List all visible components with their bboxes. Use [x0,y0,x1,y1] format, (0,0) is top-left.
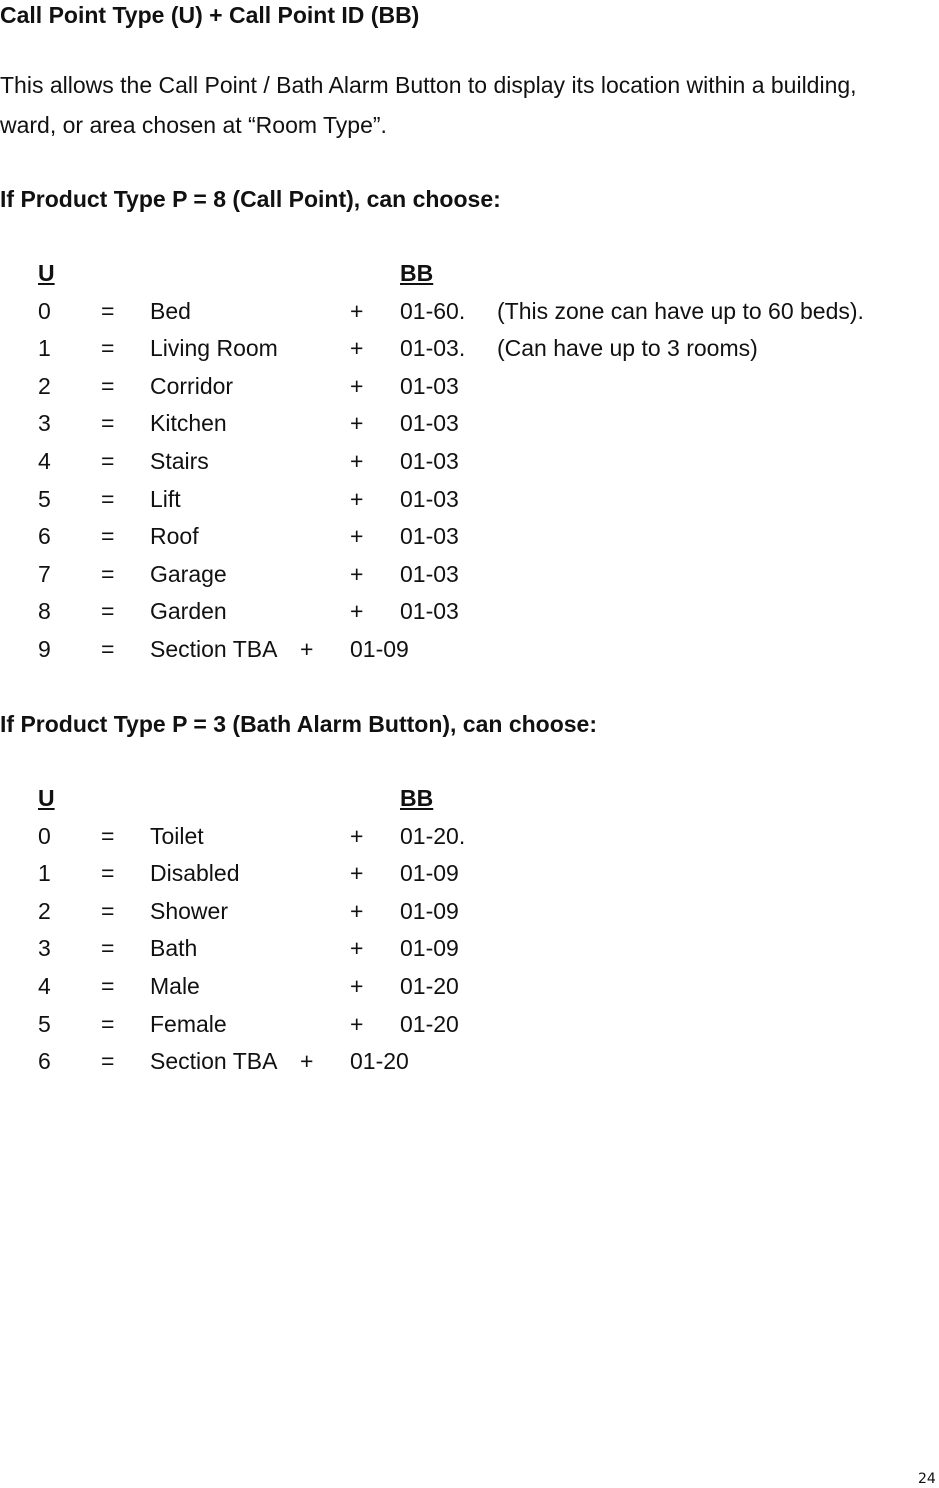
room-type-name: Garden [150,598,227,625]
page-number: 24 [918,1471,936,1487]
room-type-name: Bath [150,935,198,962]
table-row [0,561,939,599]
row-note: (This zone can have up to 60 beds). [497,297,864,324]
table-row [0,860,939,898]
plus-sign: + [300,636,314,662]
u-value: 6 [38,523,51,550]
plus-sign: + [350,297,364,324]
bb-range: 01-03. [400,335,466,362]
table-row [0,898,939,936]
room-type-name: Section TBA [150,1048,278,1075]
equals-sign: = [101,485,115,512]
room-type-name: Female [150,1010,227,1037]
bb-range: 01-03 [400,448,459,474]
room-type-name: Living Room [150,335,278,362]
plus-sign: + [350,372,364,399]
bb-range: 01-09 [400,897,459,924]
bb-range: 01-20 [350,1048,409,1075]
u-value: 4 [38,973,51,999]
column-u-header: U [38,785,55,811]
u-value: 3 [38,935,51,962]
bb-range: 01-03 [400,560,459,587]
plus-sign: + [350,860,364,887]
intro-line-2: ward, or area chosen at “Room Type”. [0,112,387,138]
u-value: 3 [38,410,51,437]
room-type-name: Disabled [150,860,240,887]
plus-sign: + [350,598,364,625]
table-row [0,935,939,973]
table-row [0,598,939,636]
table-row [0,823,939,861]
bb-range: 01-03 [400,523,459,550]
u-value: 1 [38,335,51,362]
equals-sign: = [101,598,115,625]
column-bb-header: BB [400,785,434,811]
table-row [0,486,939,524]
plus-sign: + [300,1048,314,1075]
section1-heading: If Product Type P = 8 (Call Point), can choose: [0,186,501,212]
equals-sign: = [101,523,115,550]
table-row [0,973,939,1011]
u-value: 9 [38,636,51,662]
u-value: 1 [38,860,51,887]
plus-sign: + [350,560,364,587]
room-type-name: Kitchen [150,410,227,437]
equals-sign: = [101,335,115,362]
table-row [0,636,939,674]
bb-range: 01-03 [400,372,459,399]
column-bb-header: BB [400,260,434,286]
plus-sign: + [350,822,364,849]
u-value: 2 [38,372,51,399]
section2-heading: If Product Type P = 3 (Bath Alarm Button), can choose: [0,711,598,737]
plus-sign: + [350,973,364,999]
table-row [0,298,939,336]
bb-range: 01-09 [400,860,459,887]
room-type-name: Lift [150,485,181,512]
u-value: 6 [38,1048,51,1075]
equals-sign: = [101,973,115,999]
table-row [0,1048,939,1086]
room-type-name: Male [150,973,200,999]
table-row [0,335,939,373]
column-u-header: U [38,260,55,286]
table-row [0,1011,939,1049]
bb-range: 01-03 [400,485,459,512]
equals-sign: = [101,935,115,962]
table-header [0,260,939,298]
room-type-name: Section TBA [150,636,278,662]
table-row [0,373,939,411]
equals-sign: = [101,372,115,399]
room-type-name: Toilet [150,822,204,849]
bb-range: 01-20 [400,973,459,999]
u-value: 0 [38,297,51,324]
room-type-name: Bed [150,297,191,324]
equals-sign: = [101,1010,115,1037]
bb-range: 01-20 [400,1010,459,1037]
room-type-name: Stairs [150,448,209,474]
equals-sign: = [101,822,115,849]
room-type-name: Roof [150,523,199,550]
bb-range: 01-60. [400,297,466,324]
u-value: 4 [38,448,51,474]
page-title: Call Point Type (U) + Call Point ID (BB) [0,2,420,28]
u-value: 5 [38,1010,51,1037]
table-header [0,785,939,823]
plus-sign: + [350,897,364,924]
intro-line-1: This allows the Call Point / Bath Alarm Button to display its location within a building, [0,72,857,98]
equals-sign: = [101,410,115,437]
bb-range: 01-09 [350,636,409,662]
plus-sign: + [350,335,364,362]
u-value: 5 [38,485,51,512]
plus-sign: + [350,1010,364,1037]
plus-sign: + [350,410,364,437]
plus-sign: + [350,448,364,474]
equals-sign: = [101,448,115,474]
equals-sign: = [101,860,115,887]
room-type-name: Garage [150,560,227,587]
plus-sign: + [350,935,364,962]
bb-range: 01-03 [400,410,459,437]
bb-range: 01-20. [400,822,466,849]
u-value: 0 [38,822,51,849]
room-type-name: Shower [150,897,228,924]
plus-sign: + [350,523,364,550]
equals-sign: = [101,636,115,662]
u-value: 7 [38,560,51,587]
bb-range: 01-09 [400,935,459,962]
room-type-name: Corridor [150,372,234,399]
equals-sign: = [101,560,115,587]
equals-sign: = [101,297,115,324]
table-row [0,410,939,448]
equals-sign: = [101,897,115,924]
equals-sign: = [101,1048,115,1075]
table-row [0,448,939,486]
u-value: 2 [38,897,51,924]
row-note: (Can have up to 3 rooms) [497,335,758,362]
bb-range: 01-03 [400,598,459,625]
table-row [0,523,939,561]
u-value: 8 [38,598,51,625]
plus-sign: + [350,485,364,512]
